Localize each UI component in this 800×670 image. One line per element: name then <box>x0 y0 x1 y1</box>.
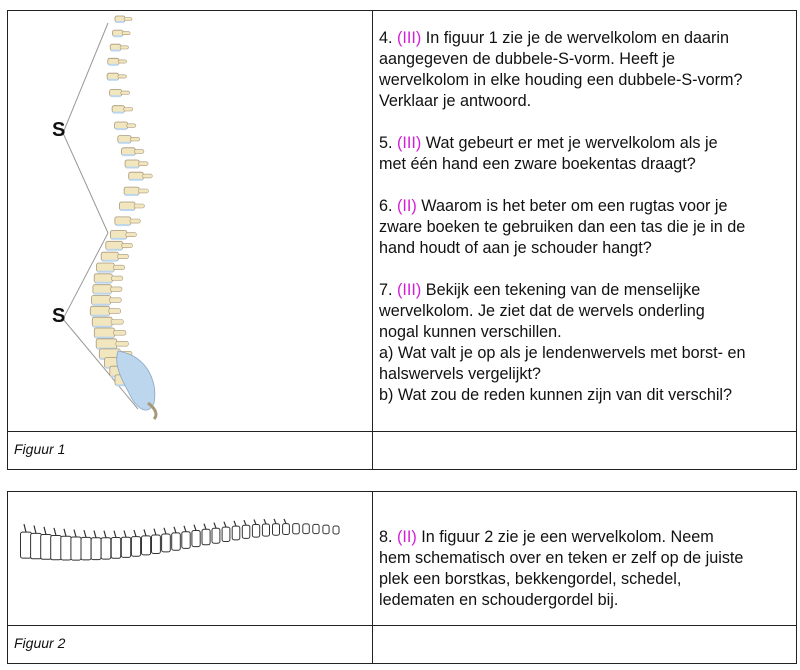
difficulty-level: (III) <box>397 134 422 152</box>
intervertebral-disc <box>111 95 121 97</box>
vertebra-outline <box>172 533 181 550</box>
difficulty-level: (II) <box>397 528 417 546</box>
s-curve-marker-top: S <box>52 119 66 141</box>
vertebra-outline <box>262 524 269 536</box>
intervertebral-disc <box>116 224 130 226</box>
spinous-process <box>244 520 246 525</box>
vertebra-body <box>129 172 144 180</box>
intervertebral-disc <box>116 21 124 23</box>
intervertebral-disc <box>102 260 117 262</box>
intervertebral-disc <box>126 167 138 169</box>
spinous-process <box>109 309 121 314</box>
intervertebral-disc <box>109 64 118 66</box>
vertebra-body <box>110 89 122 96</box>
vertebra-outline <box>31 533 42 558</box>
vertebra-outline <box>273 524 280 536</box>
vertebra-body <box>115 217 131 225</box>
spinous-process <box>127 124 136 128</box>
question-4: 4. (III) In figuur 1 zie je de wervelkolom en daarin aangegeven de dubbele-S-vorm. Heeft je wervelkolom in elke houding een dubbele-S-vorm? Verklaar je antwoord. <box>379 29 743 110</box>
spinous-process <box>214 523 216 529</box>
exercise-table-1 <box>7 10 797 470</box>
spinous-process <box>94 531 96 538</box>
spinous-process <box>104 531 106 538</box>
vertebra-body <box>101 252 118 261</box>
spinous-process <box>130 219 141 223</box>
s-curve-marker-bottom: S <box>52 305 66 327</box>
intervertebral-disc <box>91 315 108 317</box>
intervertebral-disc <box>107 249 122 251</box>
vertebra-outline <box>293 524 300 534</box>
vertebra-outline <box>232 526 240 540</box>
vertebra-outline <box>131 537 140 557</box>
spinous-process <box>134 150 144 154</box>
vertebra-outline <box>91 538 101 560</box>
spinous-process <box>118 75 127 78</box>
spinous-process <box>74 530 76 537</box>
question-7: 7. (III) Bekijk een tekening van de menselijke wervelkolom. Je ziet dat de wervels onderling nogal kunnen verschillen. a) Wat valt je op als je lendenwervels met borst- en halswervels vergelijkt? b) Wat zou de reden kunnen zijn van dit verschil? <box>379 281 746 404</box>
vertebra-body <box>112 106 125 113</box>
spinous-process <box>124 531 126 538</box>
vertebra-body <box>96 339 117 349</box>
coccyx <box>148 403 156 419</box>
spinous-process <box>24 524 26 532</box>
spinous-process <box>138 162 148 166</box>
spinous-process <box>122 32 130 35</box>
spinous-process <box>126 233 137 237</box>
vertebra-outline <box>303 524 310 534</box>
vertebra-outline <box>283 524 290 535</box>
spinous-process <box>164 528 166 534</box>
vertebra-body <box>94 328 114 338</box>
spinous-process <box>264 519 266 524</box>
figure-1-cell <box>8 11 372 431</box>
spinous-process <box>110 287 122 292</box>
spinous-process <box>138 189 148 193</box>
intervertebral-disc <box>111 238 125 240</box>
question-6: 6. (II) Waarom is het beter om een rugtas voor je zware boeken te gebruiken dan een tas die je in de hand houdt of aan je schouder hangt? <box>379 197 746 257</box>
question-8: 8. (II) In figuur 2 zie je een wervelkolom. Neem hem schematisch over en teken er zelf op de juiste plek een borstkas, bekkengordel, schedel, ledematen en schoudergordel bij. <box>379 528 744 609</box>
vertebra-outline <box>61 536 71 560</box>
questions-cell <box>379 28 794 427</box>
spinous-process <box>44 527 46 535</box>
spinous-process <box>114 330 126 335</box>
spinous-process <box>124 18 132 21</box>
vertebra-outline <box>212 528 220 543</box>
difficulty-level: (III) <box>397 29 422 47</box>
spinous-process <box>122 243 133 247</box>
spinous-process <box>121 91 130 94</box>
figure-1-caption: Figuur 1 <box>14 441 66 457</box>
spinous-process <box>234 521 236 526</box>
vertebra-body <box>118 136 131 143</box>
difficulty-level: (II) <box>397 197 417 215</box>
vertebra-outline <box>333 526 339 534</box>
spinous-process <box>117 254 128 258</box>
figure-2-caption: Figuur 2 <box>14 635 66 651</box>
spinous-process <box>110 298 122 303</box>
vertebra-body <box>92 317 112 327</box>
spinous-process <box>84 530 86 537</box>
vertebra-outline <box>192 531 200 547</box>
spine-side-view-illustration <box>8 11 372 431</box>
sacrum <box>117 351 155 410</box>
question-5: 5. (III) Wat gebeurt er met je wervelkolom als je met één hand een zware boekentas draagt? <box>379 134 718 173</box>
vertebra-outline <box>41 535 52 560</box>
spinous-process <box>64 529 66 537</box>
intervertebral-disc <box>116 128 127 130</box>
vertebra-outline <box>252 525 259 538</box>
intervertebral-disc <box>123 154 135 156</box>
vertebra-outline <box>51 536 62 560</box>
spinous-process <box>142 174 152 178</box>
vertebra-body <box>93 285 112 294</box>
intervertebral-disc <box>108 79 118 81</box>
intervertebral-disc <box>119 142 130 144</box>
spinous-process <box>116 341 129 346</box>
vertebra-outline <box>202 529 210 545</box>
vertebra-body <box>120 202 136 210</box>
intervertebral-disc <box>93 304 110 306</box>
vertebra-outline <box>242 525 250 538</box>
spinous-process <box>284 519 286 524</box>
vertebra-body <box>94 274 112 283</box>
vertebra-outline <box>182 532 190 549</box>
question-8-cell <box>379 527 794 632</box>
vertebra-outline <box>313 524 319 533</box>
intervertebral-disc <box>111 50 120 52</box>
spinous-process <box>134 204 144 208</box>
vertebra-outline <box>101 538 111 559</box>
vertebra-body <box>92 296 111 305</box>
figure-2-cell <box>8 492 372 625</box>
intervertebral-disc <box>95 282 111 284</box>
spinous-process <box>254 520 256 525</box>
vertebra-outline <box>121 537 130 557</box>
vertebra-outline <box>323 525 329 534</box>
vertebra-outline <box>21 532 32 558</box>
spinous-process <box>154 529 156 535</box>
vertebra-body <box>97 263 115 272</box>
spinous-process <box>54 528 56 536</box>
exercise-table-2 <box>7 491 797 664</box>
spine-schematic-illustration <box>8 492 372 625</box>
intervertebral-disc <box>94 293 111 295</box>
spinous-process <box>134 530 136 537</box>
spinous-process <box>130 137 140 141</box>
vertebra-outline <box>222 527 230 541</box>
spinous-process <box>118 60 127 63</box>
spinous-process <box>124 108 133 112</box>
difficulty-level: (III) <box>397 281 422 299</box>
spinous-process <box>274 519 276 524</box>
vertebra-body <box>122 148 136 155</box>
intervertebral-disc <box>121 209 135 211</box>
vertebra-body <box>90 306 109 315</box>
intervertebral-disc <box>93 326 111 328</box>
spinous-process <box>194 525 196 531</box>
s-guide-line-top <box>63 23 108 233</box>
intervertebral-disc <box>130 179 143 181</box>
spinous-process <box>204 524 206 530</box>
intervertebral-disc <box>113 112 124 114</box>
vertebra-body <box>124 187 139 195</box>
spinous-process <box>114 531 116 538</box>
vertebra-body <box>106 241 123 249</box>
intervertebral-disc <box>98 271 114 273</box>
spinous-process <box>144 529 146 536</box>
intervertebral-disc <box>114 35 122 37</box>
spinous-process <box>174 527 176 533</box>
vertebra-outline <box>142 536 151 555</box>
vertebra-outline <box>162 534 171 552</box>
spinous-process <box>34 526 36 534</box>
spinous-process <box>111 276 123 280</box>
intervertebral-disc <box>125 194 138 196</box>
vertebra-outline <box>111 538 121 559</box>
vertebra-body <box>125 160 139 168</box>
spinous-process <box>113 265 124 269</box>
spinous-process <box>184 526 186 532</box>
vertebra-outline <box>81 537 91 560</box>
vertebra-body <box>115 122 128 129</box>
vertebra-outline <box>152 535 161 554</box>
intervertebral-disc <box>95 337 113 339</box>
spinous-process <box>224 522 226 527</box>
spinous-process <box>120 46 128 49</box>
vertebra-body <box>110 231 126 239</box>
vertebra-outline <box>71 537 81 560</box>
spinous-process <box>111 320 123 325</box>
